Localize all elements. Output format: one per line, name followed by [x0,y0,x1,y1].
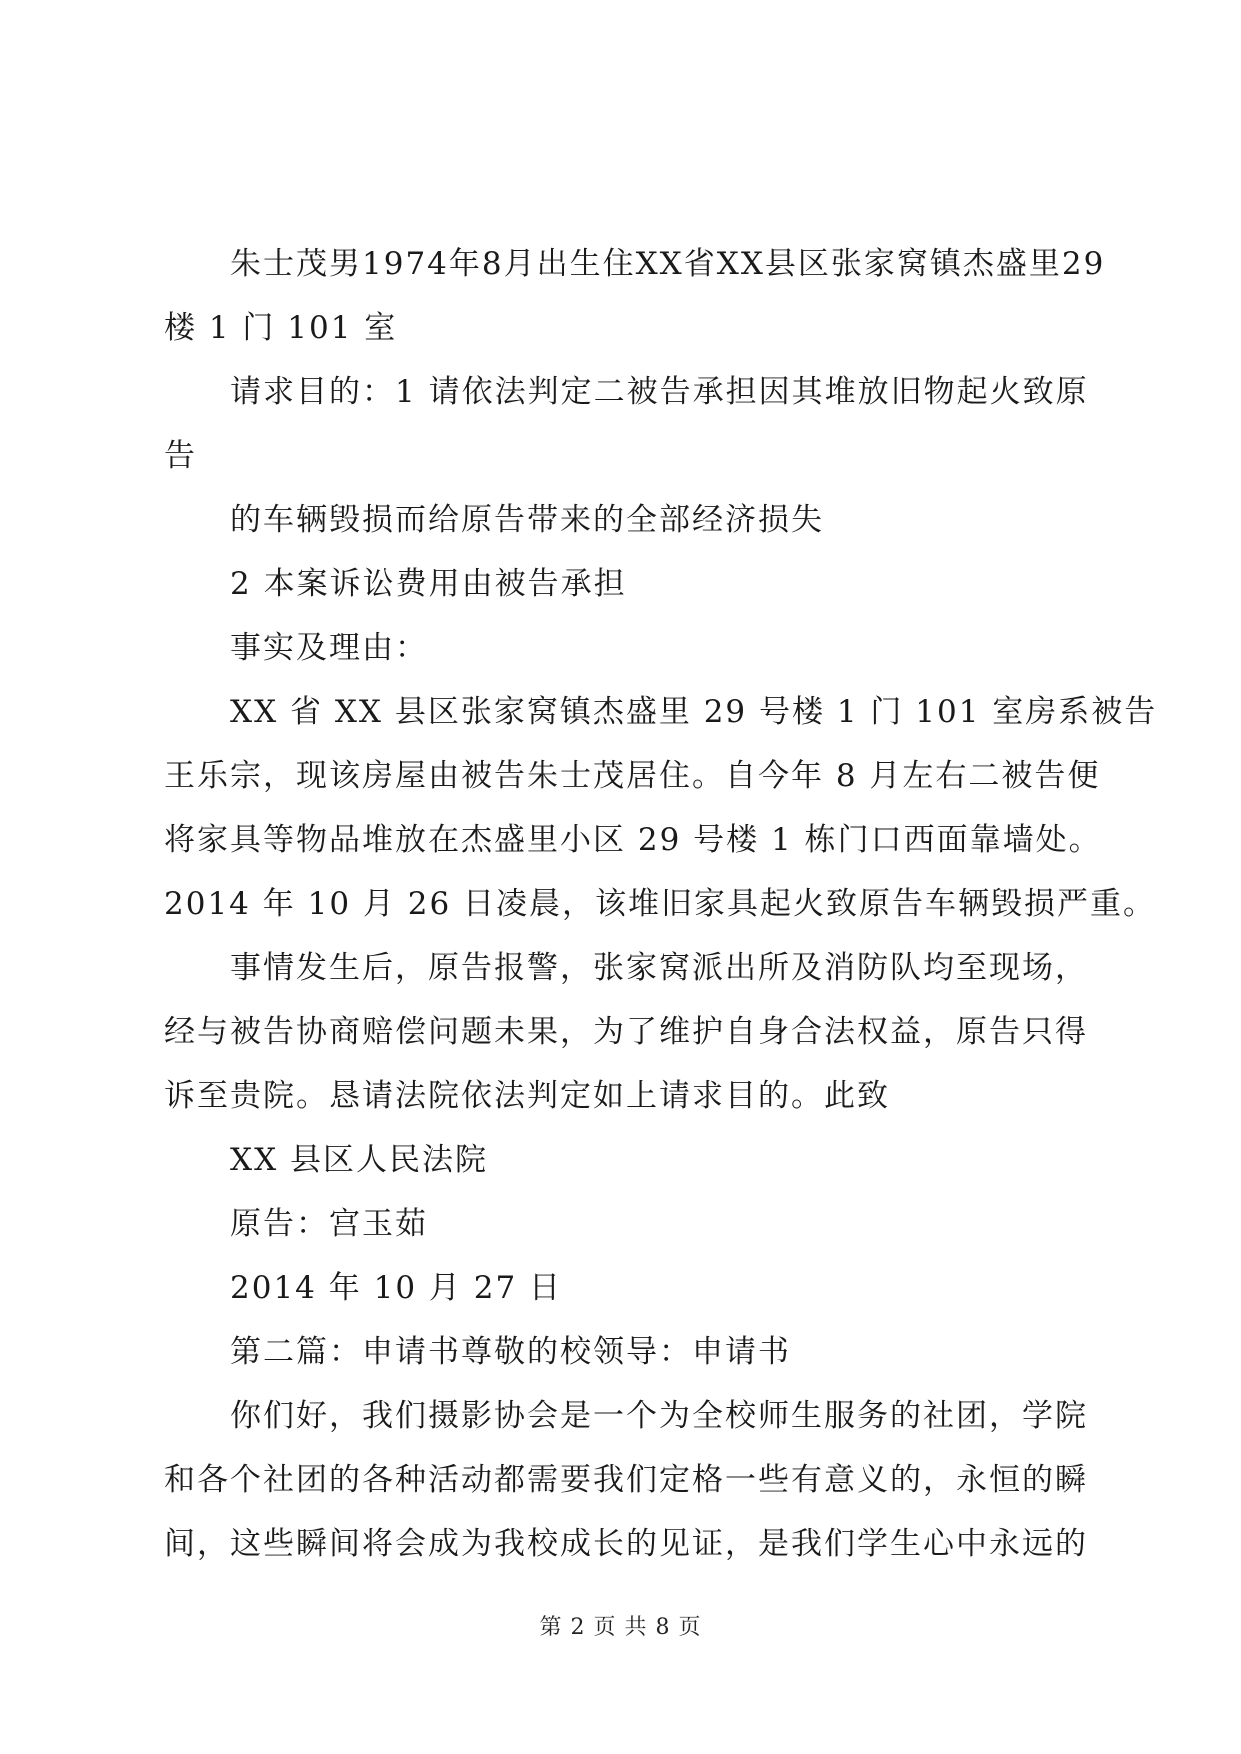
text-line: 2014 年 10 月 27 日 [230,1270,563,1306]
text-line: 诉至贵院。恳请法院依法判定如上请求目的。此致 [164,1078,890,1114]
text-line: 2 本案诉讼费用由被告承担 [230,566,627,602]
text-line: XX 省 XX 县区张家窝镇杰盛里 29 号楼 1 门 101 室房系被告 [230,694,1158,730]
text-line: 2014 年 10 月 26 日凌晨，该堆旧家具起火致原告车辆毁损严重。 [164,886,1157,922]
text-line: 事情发生后，原告报警，张家窝派出所及消防队均至现场， [230,950,1088,986]
page-number-footer: 第 2 页 共 8 页 [539,1615,702,1640]
document-body [164,232,1158,1576]
text-line: 朱士茂男1974年8月出生住XX省XX县区张家窝镇杰盛里29 [230,246,1106,282]
text-line: 将家具等物品堆放在杰盛里小区 29 号楼 1 栋门口西面靠墙处。 [164,822,1102,858]
text-line: 告 [164,438,197,474]
text-line: 你们好，我们摄影协会是一个为全校师生服务的社团，学院 [230,1398,1088,1434]
text-line: 间，这些瞬间将会成为我校成长的见证，是我们学生心中永远的 [164,1526,1088,1562]
text-line: 和各个社团的各种活动都需要我们定格一些有意义的，永恒的瞬 [164,1462,1088,1498]
text-line: 第二篇：申请书尊敬的校领导：申请书 [230,1334,791,1370]
text-line: 的车辆毁损而给原告带来的全部经济损失 [230,502,824,538]
text-line: 王乐宗，现该房屋由被告朱士茂居住。自今年 8 月左右二被告便 [164,758,1101,794]
text-line: XX 县区人民法院 [230,1142,488,1178]
text-line: 原告：宫玉茹 [230,1206,428,1242]
text-line: 事实及理由： [230,630,428,666]
text-line: 楼 1 门 101 室 [164,310,398,346]
text-line: 经与被告协商赔偿问题未果，为了维护自身合法权益，原告只得 [164,1014,1088,1050]
text-line: 请求目的：1 请依法判定二被告承担因其堆放旧物起火致原 [230,374,1089,410]
